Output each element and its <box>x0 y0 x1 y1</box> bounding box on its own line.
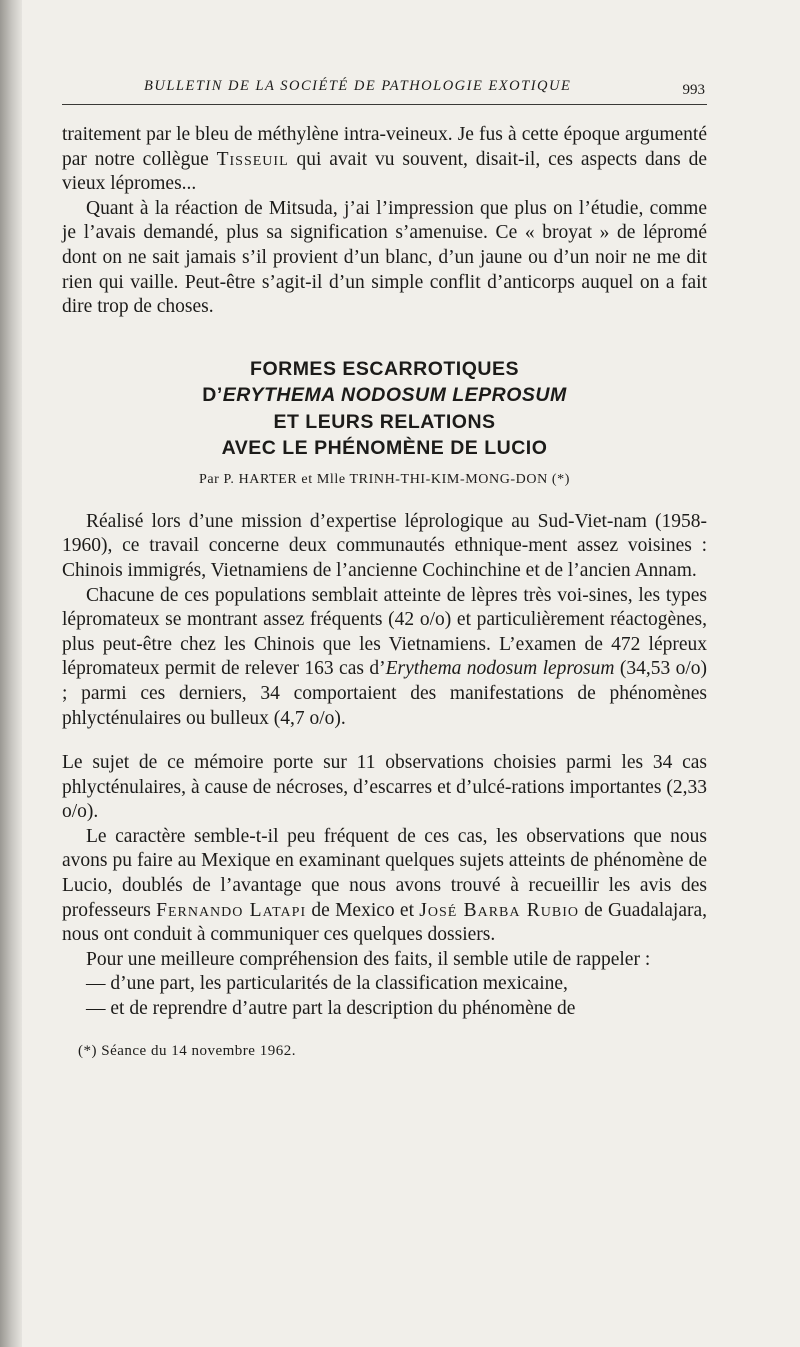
paragraph: Réalisé lors d’une mission d’expertise léprologique au Sud-Viet-nam (1958-1960), ce travail concerne deux communautés ethnique-ment assez voisines : Chinois immigrés, Vietnamiens de l’ancienne Cochinchine et de l’ancien Annam. <box>62 510 707 581</box>
list-item: — et de reprendre d’autre part la description du phénomène de <box>86 998 576 1020</box>
paragraph: Le caractère semble-t-il peu fréquent de ces cas, les observations que nous avons pu faire au Mexique en examinant quelques sujets atteints de phénomène de Lucio, doublés de l’avantage que nous avons trouvé à recueillir les avis des professeurs Fernando Latapi de Mexico et José Barba Rubio de Guadalajara, nous ont conduit à communiquer ces quelques dossiers. <box>62 825 708 946</box>
running-header <box>62 74 707 105</box>
paragraph: Pour une meilleure compréhension des faits, il semble utile de rappeler : <box>86 948 651 970</box>
paragraph: Le sujet de ce mémoire porte sur 11 observations choisies parmi les 34 cas phlycténulaires, à cause de nécroses, d’escarres et d’ulcé-rations importantes (2,33 o/o). <box>62 752 707 823</box>
running-title: BULLETIN DE LA SOCIÉTÉ DE PATHOLOGIE EXOTIQUE <box>144 78 572 94</box>
author-name: Fernando Latapi <box>156 899 307 921</box>
article-body <box>62 510 707 1022</box>
author-name: Tisseuil <box>216 148 289 170</box>
paragraph: Quant à la réaction de Mitsuda, j’ai l’impression que plus on l’étudie, comme je l’avais demandé, plus sa signification s’amenuise. Ce « broyat » de lépromé dont on ne sait jamais s’il provient d’un blanc, d’un jaune ou d’un noir ne me dit rien qui vaille. Peut-être s’agit-il d’un simple conflit d’anticorps auquel on a fait dire trop de choses. <box>62 197 707 318</box>
author-name: José Barba Rubio <box>419 899 579 921</box>
book-binding-shadow <box>0 0 22 1347</box>
journal-page <box>62 74 707 1060</box>
previous-article-ending <box>62 123 707 320</box>
author-byline: Par P. HARTER et Mlle TRINH-THI-KIM-MONG-DON (*) <box>198 471 571 487</box>
paragraph: traitement par le bleu de méthylène intra-veineux. Je fus à cette époque argumenté par notre collègue Tisseuil qui avait vu souvent, disait-il, ces aspects dans de vieux lépromes... <box>62 124 707 195</box>
list-item: — d’une part, les particularités de la classification mexicaine, <box>86 973 568 995</box>
footnote: (*) Séance du 14 novembre 1962. <box>78 1042 296 1059</box>
article-title: FORMES ESCARROTIQUES D’ERYTHEMA NODOSUM LEPROSUM ET LEURS RELATIONS AVEC LE PHÉNOMÈNE DE LUCIO <box>202 357 567 460</box>
paragraph: Chacune de ces populations semblait atteinte de lèpres très voi-sines, les types lépromateux se montrant assez fréquents (42 o/o) et particulièrement réactogènes, plus peut-être chez les Chinois que les Vietnamiens. L’examen de 472 lépreux lépromateux permit de relever 163 cas d’Erythema nodosum leprosum (34,53 o/o) ; parmi ces derniers, 34 comportaient des manifestations de phénomènes phlycténulaires ou bulleux (4,7 o/o). <box>62 584 708 729</box>
page-number: 993 <box>682 82 705 98</box>
